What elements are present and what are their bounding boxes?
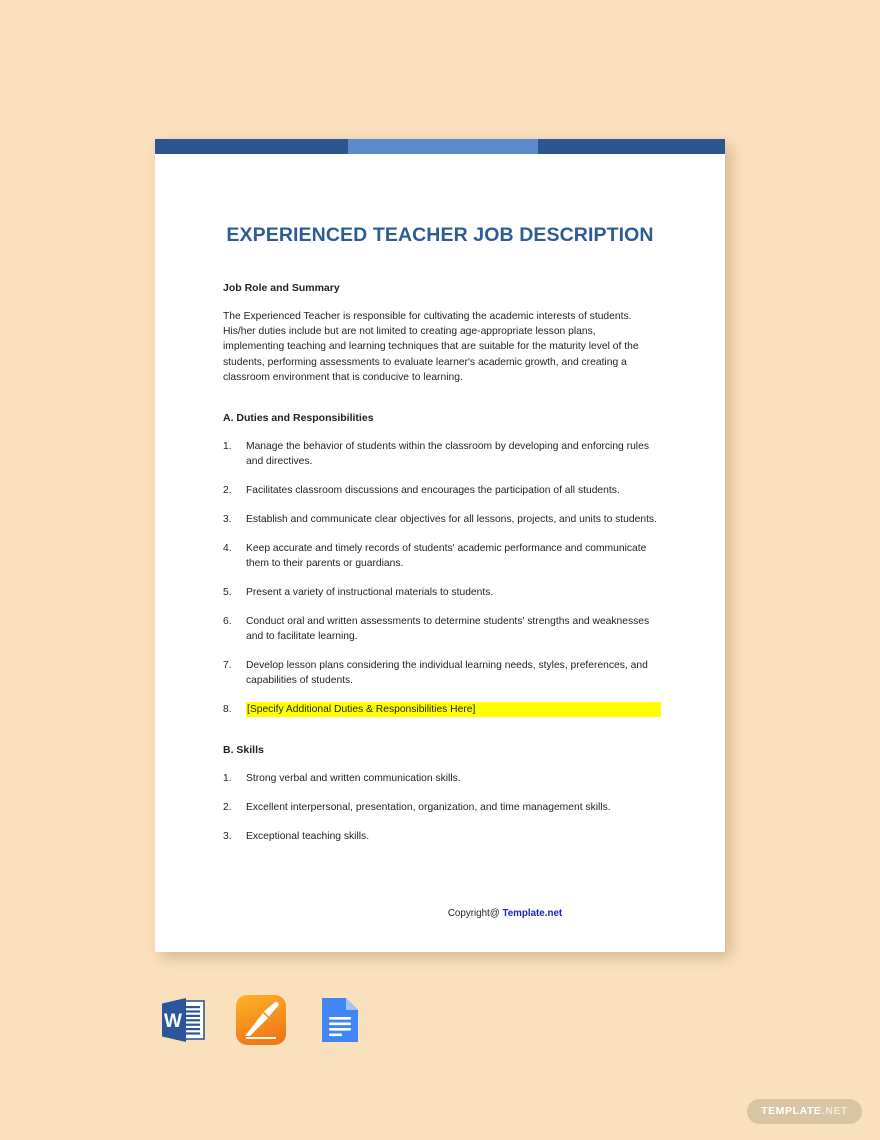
duty-item [223, 614, 661, 644]
duty-item-number: 6. [223, 616, 232, 628]
duty-item-text: Present a variety of instructional materials to students. [246, 587, 494, 599]
duty-item-text: Keep accurate and timely records of students' academic performance and communicate them to their parents or guardians. [246, 543, 647, 570]
duty-item [223, 483, 661, 498]
duty-item-number: 7. [223, 660, 232, 672]
duty-item-number: 1. [223, 441, 232, 453]
duty-item-text: [Specify Additional Duties & Responsibilities Here] [246, 702, 661, 717]
google-docs-icon[interactable] [311, 992, 367, 1048]
header-bar-segment-middle [348, 139, 538, 154]
document-page [155, 139, 725, 952]
watermark-main: TEMPLATE [761, 1105, 822, 1117]
skill-item [223, 800, 661, 815]
duty-item-number: 2. [223, 485, 232, 497]
duty-item [223, 439, 661, 469]
document-body [155, 154, 725, 952]
duty-item-number: 3. [223, 514, 232, 526]
template-net-watermark [747, 1099, 862, 1124]
skill-item-number: 3. [223, 831, 232, 843]
svg-text:W: W [164, 1011, 182, 1032]
skill-item [223, 771, 661, 786]
duty-item [223, 585, 661, 600]
duty-item [223, 702, 661, 717]
template-net-link[interactable]: Template.net [502, 908, 563, 919]
document-header-bar [155, 139, 725, 154]
skills-list [223, 771, 661, 844]
duty-item-number: 4. [223, 543, 232, 555]
skill-item-text: Strong verbal and written communication skills. [246, 773, 461, 785]
header-bar-segment-left [155, 139, 348, 154]
watermark-suffix: .NET [821, 1105, 848, 1117]
summary-paragraph: The Experienced Teacher is responsible for cultivating the academic interests of students. His/her duties include but are not limited to creating age-appropriate lesson plans, implementing teaching and learning techniques that are suitable for the maturity level of the students, performing assessments to evaluate learner's academic growth, and creating a classroom environment that is conducive to learning. [223, 311, 639, 383]
apple-pages-icon[interactable] [233, 992, 289, 1048]
copyright-text: Copyright@ [447, 908, 503, 919]
duty-item [223, 541, 661, 571]
microsoft-word-icon[interactable] [155, 992, 211, 1048]
summary-heading: Job Role and Summary [223, 282, 340, 294]
skill-item-number: 1. [223, 773, 232, 785]
spacer [223, 717, 661, 744]
duty-item-text: Manage the behavior of students within the classroom by developing and enforcing rules and directives. [246, 441, 649, 468]
skill-item-text: Excellent interpersonal, presentation, organization, and time management skills. [246, 802, 611, 814]
duty-item-number: 8. [223, 704, 232, 716]
duty-item-text: Facilitates classroom discussions and encourages the participation of all students. [246, 485, 620, 497]
document-title: EXPERIENCED TEACHER JOB DESCRIPTION [226, 224, 654, 246]
document-content [223, 282, 661, 844]
duties-heading: A. Duties and Responsibilities [223, 412, 374, 425]
duty-item-text: Establish and communicate clear objectives for all lessons, projects, and units to students. [246, 514, 657, 526]
duty-item-text: Develop lesson plans considering the individual learning needs, styles, preferences, and capabilities of students. [246, 660, 648, 687]
skill-item [223, 829, 661, 844]
duty-item-text: Conduct oral and written assessments to determine students' strengths and weaknesses and to facilitate learning. [246, 616, 650, 643]
skill-item-text: Exceptional teaching skills. [246, 831, 370, 843]
skills-heading: B. Skills [223, 744, 264, 757]
copyright-line [155, 908, 725, 919]
skill-item-number: 2. [223, 802, 232, 814]
duties-list [223, 439, 661, 717]
spacer [223, 385, 661, 412]
header-bar-segment-right [538, 139, 725, 154]
duty-item [223, 658, 661, 688]
duty-item [223, 512, 661, 527]
format-icons-row [155, 992, 367, 1048]
duty-item-number: 5. [223, 587, 232, 599]
